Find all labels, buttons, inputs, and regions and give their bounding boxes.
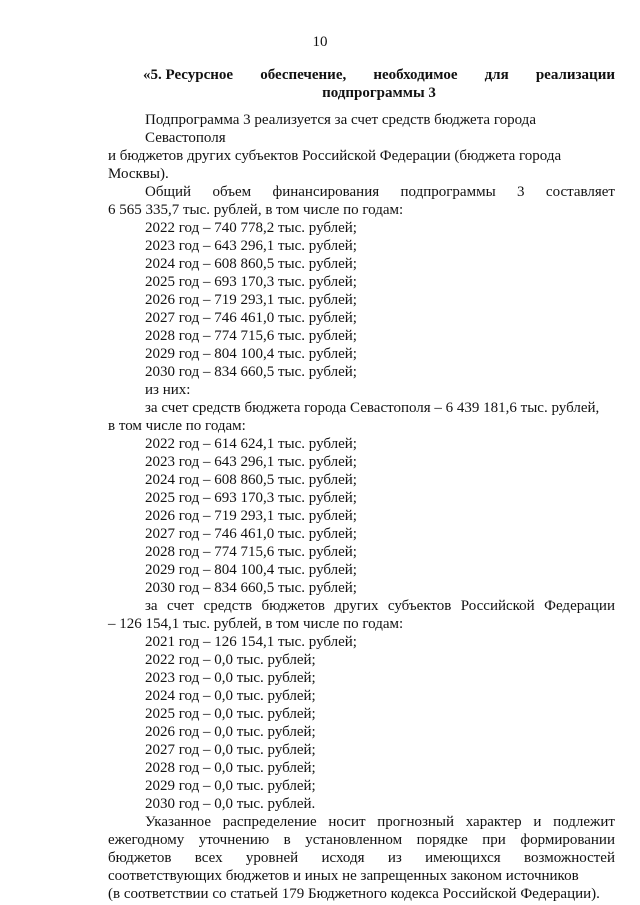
word: носит [328, 814, 366, 830]
word: из [387, 850, 402, 866]
year-row: 2025 год – 0,0 тыс. рублей; [145, 706, 316, 722]
year-row: 2023 год – 643 296,1 тыс. рублей; [145, 454, 357, 470]
year-row: 2022 год – 614 624,1 тыс. рублей; [145, 436, 357, 452]
year-row: 2022 год – 740 778,2 тыс. рублей; [145, 220, 357, 236]
word: необходимое [373, 67, 458, 83]
sevastopol-line-2: в том числе по годам: [108, 418, 246, 434]
word: уровней [245, 850, 299, 866]
word: средств [203, 598, 253, 614]
year-row: 2024 год – 608 860,5 тыс. рублей; [145, 256, 357, 272]
year-row: 2021 год – 126 154,1 тыс. рублей; [145, 634, 357, 650]
closing-line-2 [108, 831, 615, 849]
sevastopol-line-1: за счет средств бюджета города Севастополя – 6 439 181,6 тыс. рублей, [145, 400, 600, 416]
year-row: 2027 год – 0,0 тыс. рублей; [145, 742, 316, 758]
word: Федерации [544, 598, 615, 614]
word: «5. Ресурсное [143, 67, 234, 83]
word: уточнению [198, 832, 270, 848]
word: бюджетов [108, 850, 172, 866]
year-row: 2023 год – 643 296,1 тыс. рублей; [145, 238, 357, 254]
year-row: 2029 год – 0,0 тыс. рублей; [145, 778, 316, 794]
year-row: 2027 год – 746 461,0 тыс. рублей; [145, 310, 357, 326]
other-subjects-line-1 [108, 597, 615, 615]
year-row: 2029 год – 804 100,4 тыс. рублей; [145, 562, 357, 578]
word: объем [212, 184, 252, 200]
word: установленном [305, 832, 403, 848]
word: составляет [545, 184, 615, 200]
closing-line-1 [108, 813, 615, 831]
year-row: 2030 год – 0,0 тыс. рублей. [145, 796, 316, 812]
total-year-list [108, 219, 615, 381]
year-row: 2025 год – 693 170,3 тыс. рублей; [145, 490, 357, 506]
word: Указанное [145, 814, 211, 830]
word: всех [194, 850, 223, 866]
year-row: 2026 год – 719 293,1 тыс. рублей; [145, 292, 357, 308]
word: субъектов [387, 598, 452, 614]
word: прогнозный [377, 814, 455, 830]
word: исходя [321, 850, 365, 866]
word: порядке [416, 832, 468, 848]
word: реализации [535, 67, 615, 83]
intro-line-2: и бюджетов других субъектов Российской Федерации (бюджета города Москвы). [108, 148, 562, 182]
word: ежегодному [108, 832, 185, 848]
year-row: 2027 год – 746 461,0 тыс. рублей; [145, 526, 357, 542]
word: бюджетов [261, 598, 325, 614]
of-which-label: из них: [145, 382, 191, 398]
word: при [482, 832, 506, 848]
total-line-2: 6 565 335,7 тыс. рублей, в том числе по годам: [108, 202, 404, 218]
year-row: 2024 год – 608 860,5 тыс. рублей; [145, 472, 357, 488]
word: счет [167, 598, 195, 614]
year-row: 2022 год – 0,0 тыс. рублей; [145, 652, 316, 668]
other-subjects-line-2: – 126 154,1 тыс. рублей, в том числе по годам: [108, 616, 404, 632]
year-row: 2030 год – 834 660,5 тыс. рублей; [145, 364, 357, 380]
other-subjects-year-list [108, 633, 615, 813]
intro-line-1: Подпрограмма 3 реализуется за счет средств бюджета города Севастополя [145, 112, 536, 146]
word: Российской [460, 598, 535, 614]
closing-line-5: (в соответствии со статьей 179 Бюджетного кодекса Российской Федерации). [108, 886, 600, 902]
word: возможностей [524, 850, 615, 866]
year-row: 2029 год – 804 100,4 тыс. рублей; [145, 346, 357, 362]
word: в [283, 832, 291, 848]
word: для [484, 67, 509, 83]
year-row: 2028 год – 0,0 тыс. рублей; [145, 760, 316, 776]
word: формировании [520, 832, 615, 848]
word: и [533, 814, 542, 830]
word: Общий [145, 184, 192, 200]
heading-line-2: подпрограммы 3 [322, 85, 436, 101]
heading-line-1 [143, 66, 615, 84]
word: характер [465, 814, 522, 830]
closing-line-3 [108, 849, 615, 867]
section-heading [143, 66, 615, 102]
year-row: 2026 год – 0,0 тыс. рублей; [145, 724, 316, 740]
year-row: 2030 год – 834 660,5 тыс. рублей; [145, 580, 357, 596]
word: распределение [222, 814, 317, 830]
word: 3 [517, 184, 525, 200]
sevastopol-year-list [108, 435, 615, 597]
word: обеспечение, [260, 67, 347, 83]
year-row: 2028 год – 774 715,6 тыс. рублей; [145, 544, 357, 560]
year-row: 2028 год – 774 715,6 тыс. рублей; [145, 328, 357, 344]
word: подлежит [553, 814, 615, 830]
word: других [334, 598, 379, 614]
year-row: 2024 год – 0,0 тыс. рублей; [145, 688, 316, 704]
word: финансирования [272, 184, 380, 200]
year-row: 2023 год – 0,0 тыс. рублей; [145, 670, 316, 686]
word: подпрограммы [400, 184, 496, 200]
total-line-1 [108, 183, 615, 201]
word: за [145, 598, 158, 614]
page-number: 10 [312, 34, 328, 50]
year-row: 2025 год – 693 170,3 тыс. рублей; [145, 274, 357, 290]
document-body [108, 111, 615, 903]
closing-line-4: соответствующих бюджетов и иных не запрещенных законом источников [108, 868, 579, 884]
word: имеющихся [425, 850, 501, 866]
year-row: 2026 год – 719 293,1 тыс. рублей; [145, 508, 357, 524]
